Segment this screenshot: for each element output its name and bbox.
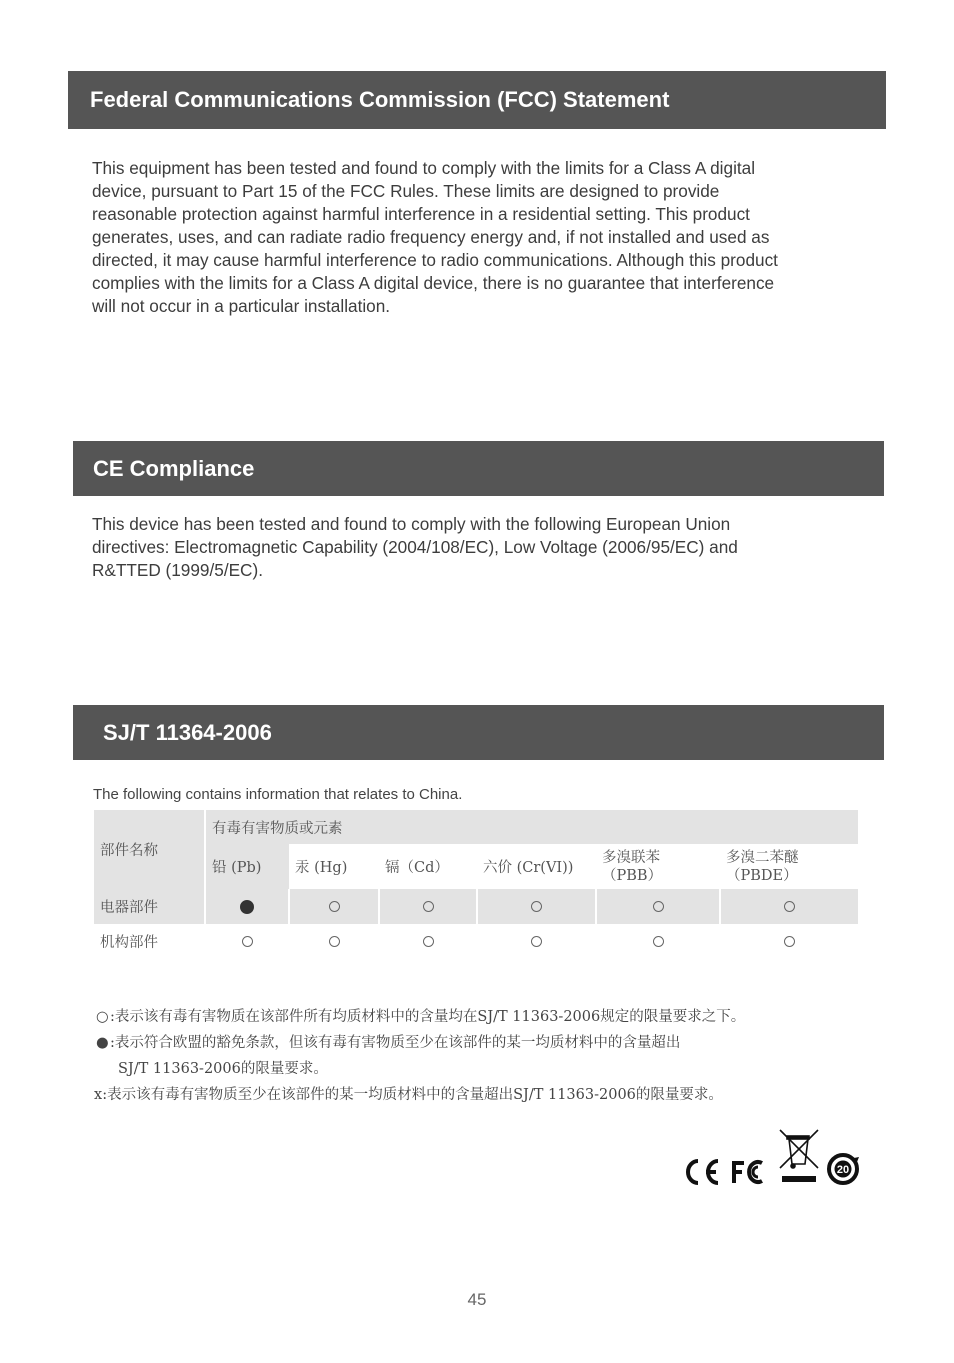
legend-marker: x (94, 1087, 103, 1103)
open-circle-mark (784, 901, 795, 912)
legend-text: :表示该有毒有害物质在该部件所有均质材料中的含量均在SJ/T 11363-2006规定的限量要求之下。 (110, 1009, 746, 1025)
ce-section-banner (73, 441, 884, 496)
sjt-section-banner (73, 705, 884, 760)
column-header-sublabel: （PBB） (602, 867, 663, 884)
row-part-name: 机构部件 (100, 935, 158, 951)
fcc-line: reasonable protection against harmful interference in a residential setting. This product (92, 204, 750, 224)
open-circle-mark (242, 936, 253, 947)
legend-text: :表示该有毒有害物质至少在该部件的某一均质材料中的含量超出SJ/T 11363-2006的限量要求。 (102, 1087, 723, 1103)
compliance-logos-svg (684, 1126, 864, 1188)
open-circle-mark (653, 936, 664, 947)
fcc-line: complies with the limits for a Class A digital device, there is no guarantee that interference (92, 273, 775, 293)
epup-period-icon (829, 1155, 859, 1183)
legend-text: SJ/T 11363-2006的限量要求。 (118, 1061, 328, 1077)
sjt-intro-text: The following contains information that relates to China. (93, 786, 463, 803)
column-header-pb (205, 844, 289, 889)
open-circle-mark (329, 901, 340, 912)
fcc-line: generates, uses, and can radiate radio frequency energy and, if not installed and used as (92, 227, 770, 247)
ce-line: directives: Electromagnetic Capability (2004/108/EC), Low Voltage (2006/95/EC) and (92, 537, 738, 557)
fcc-line: directed, it may cause harmful interference to radio communications. Although this product (92, 250, 778, 270)
column-header-pbb (596, 844, 720, 889)
open-circle-mark (423, 901, 434, 912)
hazardous-substances-table (94, 810, 858, 959)
substances-group-header: 有毒有害物质或元素 (205, 810, 858, 844)
column-header-label: 多溴联苯 (602, 849, 660, 866)
column-header-label: 多溴二苯醚 (726, 849, 799, 866)
ce-mark-icon (688, 1161, 718, 1183)
open-circle-mark (531, 901, 542, 912)
epup-period-number: 20 (836, 1164, 850, 1176)
fcc-mark-icon (734, 1161, 762, 1183)
fcc-line: This equipment has been tested and found to comply with the limits for a Class A digital (92, 158, 756, 178)
page-number: 45 (467, 1290, 487, 1309)
open-circle-mark (653, 901, 664, 912)
ce-paragraph (92, 513, 862, 582)
fcc-paragraph (92, 157, 862, 318)
legend-text: :表示符合欧盟的豁免条款，但该有毒有害物质至少在该部件的某一均质材料中的含量超出 (110, 1035, 681, 1051)
table-row (94, 924, 858, 959)
legend-note-open-circle (96, 1005, 745, 1026)
crossed-out-wheelie-bin-icon (780, 1130, 818, 1182)
row-part-name: 电器部件 (94, 889, 205, 924)
legend-marker: ○ (96, 1009, 109, 1025)
legend-note-continuation (118, 1057, 328, 1078)
open-circle-mark (423, 936, 434, 947)
column-header-label: 镉（Cd） (385, 860, 449, 876)
ce-line: This device has been tested and found to comply with the following European Union (92, 514, 731, 534)
column-header-label: 六价 (Cr(VI)) (483, 860, 574, 876)
open-circle-mark (531, 936, 542, 947)
part-name-header: 部件名称 (94, 810, 205, 889)
fcc-line: device, pursuant to Part 15 of the FCC Rules. These limits are designed to provide (92, 181, 720, 201)
sjt-section-title: SJ/T 11364-2006 (103, 719, 272, 745)
fcc-section-title: Federal Communications Commission (FCC) Statement (90, 87, 670, 112)
legend-note-filled-circle (96, 1031, 680, 1052)
column-header-cr6 (477, 844, 596, 889)
fcc-line: will not occur in a particular installation. (92, 296, 391, 316)
filled-circle-mark (240, 900, 254, 914)
column-header-cd (379, 844, 477, 889)
column-header-pbde (720, 844, 858, 889)
column-header-hg (289, 844, 379, 889)
legend-marker: ● (96, 1035, 109, 1051)
ce-line: R&TTED (1999/5/EC). (92, 560, 263, 580)
fcc-section-banner (68, 71, 886, 129)
compliance-logos (684, 1126, 864, 1188)
ce-section-title: CE Compliance (93, 455, 255, 481)
column-header-label: 铅 (Pb) (212, 860, 262, 876)
column-header-sublabel: （PBDE） (726, 867, 798, 884)
open-circle-mark (329, 936, 340, 947)
column-header-label: 汞 (Hg) (295, 860, 348, 876)
open-circle-mark (784, 936, 795, 947)
table-row (94, 889, 858, 924)
legend-note-x (94, 1083, 723, 1104)
